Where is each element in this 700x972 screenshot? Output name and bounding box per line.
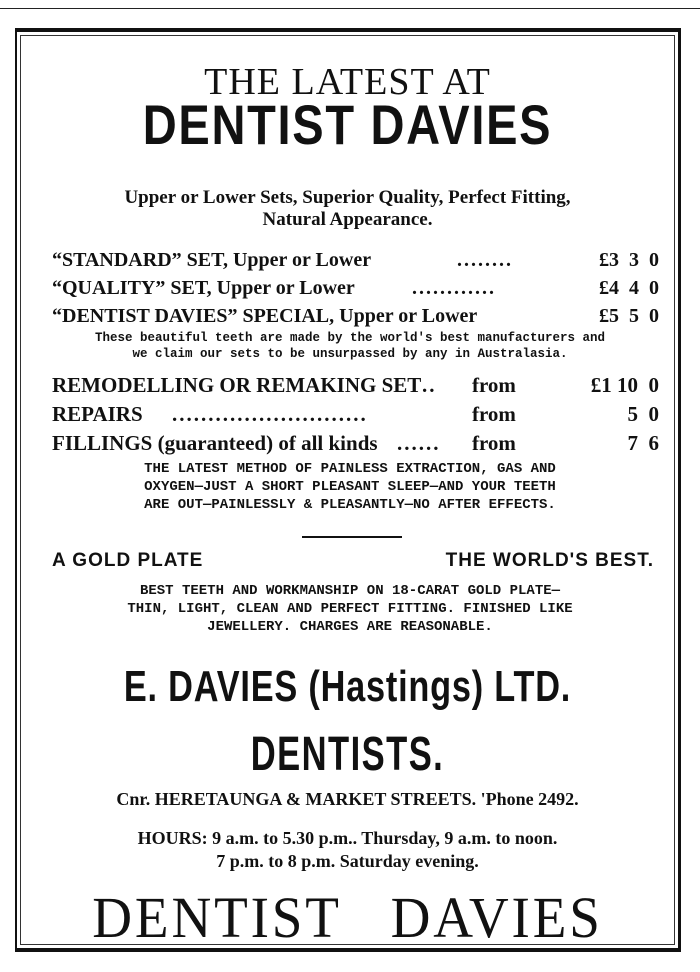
from-label: from [472,431,516,455]
leader-dots: ........................... [172,402,368,426]
from-label: from [472,373,516,397]
price-amount: £3 3 0 [599,249,659,271]
intro-line-2: Natural Appearance. [262,209,433,230]
price-label: “DENTIST DAVIES” SPECIAL, Upper or Lower [52,305,478,327]
price-amount: £5 5 0 [599,305,659,327]
from-label: from [472,402,516,426]
gold-line-3: JEWELLERY. CHARGES ARE REASONABLE. [207,619,493,635]
intro-text [17,187,678,231]
leader-dots: ...... [397,431,441,455]
price-label: “STANDARD” SET, Upper or Lower [52,249,372,271]
extraction-notice [37,460,663,514]
firm-address: Cnr. HERETAUNGA & MARKET STREETS. 'Phone 2492. [116,789,579,809]
service-row-remodelling [52,373,659,397]
footer-signature: DENTIST DAVIES [92,885,603,950]
service-amount: 5 0 [627,402,659,426]
opening-hours [17,827,678,873]
gold-plate-description [37,582,663,636]
note-line-1: These beautiful teeth are made by the world's best manufacturers and [94,331,606,345]
service-row-repairs [52,402,659,426]
service-label: FILLINGS (guaranteed) of all kinds [52,431,378,455]
section-divider [302,536,402,538]
extraction-line-2: OXYGEN—JUST A SHORT PLEASANT SLEEP—AND YOUR TEETH [144,479,556,495]
hours-line-2: 7 p.m. to 8 p.m. Saturday evening. [216,851,479,871]
price-row-quality [52,277,659,301]
intro-line-1: Upper or Lower Sets, Superior Quality, Perfect Fitting, [124,187,571,208]
firm-trade: DENTISTS. [250,728,445,781]
leader-dots: ........ [457,249,513,271]
gold-plate-heading: A GOLD PLATE [52,550,204,571]
hours-line-1: HOURS: 9 a.m. to 5.30 p.m.. Thursday, 9 a.m. to noon. [137,828,558,848]
extraction-line-3: ARE OUT—PAINLESSLY & PLEASANTLY—NO AFTER EFFECTS. [144,497,556,513]
gold-line-2: THIN, LIGHT, CLEAN AND PERFECT FITTING. FINISHED LIKE [127,601,573,617]
service-row-fillings [52,431,659,455]
page-top-rule [0,8,700,9]
price-row-standard [52,249,659,273]
price-label: “QUALITY” SET, Upper or Lower [52,277,355,299]
service-amount: £1 10 0 [590,373,659,397]
service-label: REMODELLING OR REMAKING SET [52,373,422,397]
firm-name: E. DAVIES (Hastings) LTD. [123,662,572,711]
price-row-special [52,305,659,329]
manufacturer-note [37,330,663,362]
leader-dots: ............ [412,277,496,299]
note-line-2: we claim our sets to be unsurpassed by any in Australasia. [132,347,568,361]
service-label: REPAIRS [52,402,143,426]
worlds-best-heading: THE WORLD'S BEST. [445,550,654,571]
advertisement [15,28,681,952]
extraction-line-1: THE LATEST METHOD OF PAINLESS EXTRACTION, GAS AND [144,461,556,477]
headline-latest: THE LATEST AT [204,61,491,103]
gold-line-1: BEST TEETH AND WORKMANSHIP ON 18-CARAT GOLD PLATE— [139,583,561,599]
service-amount: 7 6 [627,431,659,455]
leader-dots: .. [422,373,437,397]
headline-dentist-davies: DENTIST DAVIES [142,93,553,156]
price-amount: £4 4 0 [599,277,659,299]
